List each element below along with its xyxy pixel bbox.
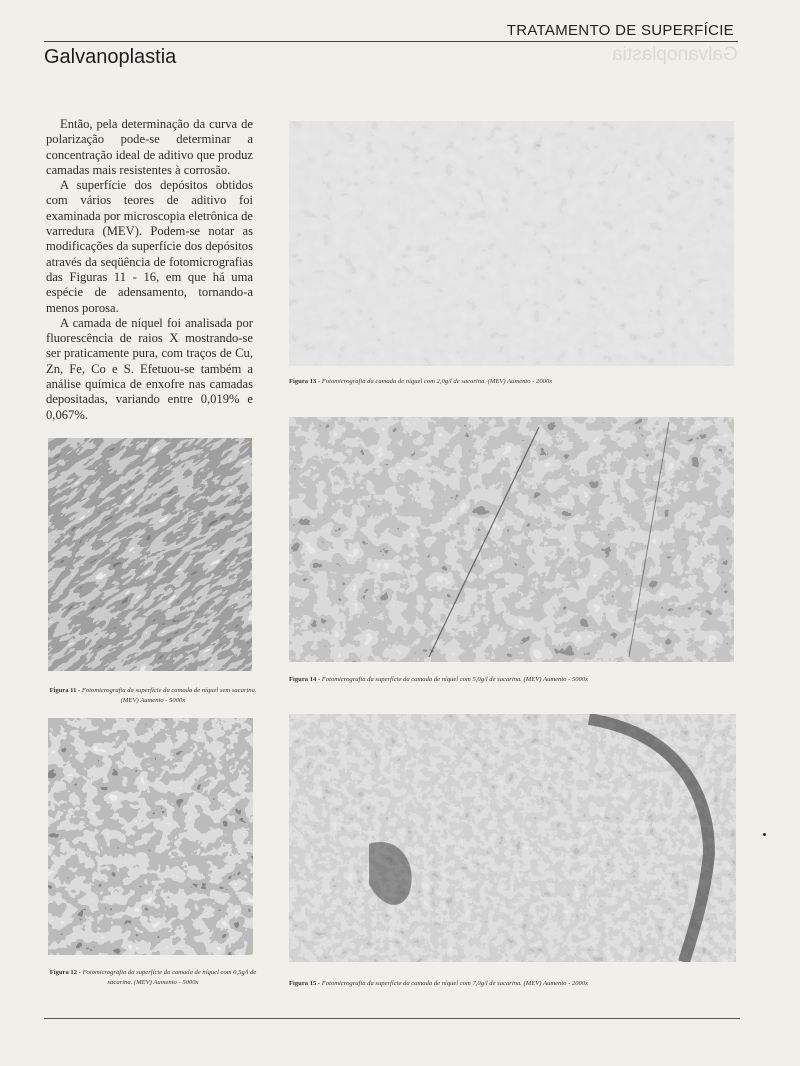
micrograph-15 (289, 714, 736, 962)
figure-15-label: Figura 15 - (289, 980, 321, 987)
figure-11-caption (48, 686, 258, 706)
figure-14-text: Fotomicrografia da superfície da camada de níquel com 5,0g/l de sacarina. (MEV) Aumento - 5000x (321, 676, 589, 683)
footer-rule (44, 1018, 740, 1019)
figure-11-label: Figura 11 - (49, 687, 81, 694)
figure-14-caption (289, 675, 734, 685)
figure-15-text: Fotomicrografia da superfície da camada de níquel com 7,0g/l de sacarina. (MEV) Aumento - 2000x (321, 980, 589, 987)
figure-12-photo (48, 718, 253, 955)
header-rule (44, 41, 738, 42)
section-title: TRATAMENTO DE SUPERFÍCIE (506, 22, 734, 39)
micrograph-11 (48, 438, 252, 671)
figure-13-photo (289, 121, 734, 366)
figure-13-caption (289, 377, 734, 387)
micrograph-14 (289, 417, 734, 662)
micrograph-13 (289, 121, 734, 366)
figure-11-text: Fotomicrografia da superfície da camada de níquel sem sacarina. (MEV) Aumento - 5000x (81, 687, 257, 704)
figure-12-caption (48, 968, 258, 988)
speck (763, 833, 766, 836)
figure-13-text: Fotomicrografia da camada de níquel com 2,0g/l de sacarina. (MEV) Aumento - 2000x (321, 378, 553, 385)
figure-13-label: Figura 13 - (289, 378, 321, 385)
micrograph-12 (48, 718, 253, 955)
show-through-title: Galvanoplastia (612, 44, 738, 65)
body-text (46, 117, 253, 423)
figure-14-label: Figura 14 - (289, 676, 321, 683)
paragraph-1: Então, pela determinação da curva de polarização pode-se determinar a concentração ideal de aditivo que produz camadas mais resistentes à corrosão. (46, 117, 253, 177)
paragraph-2: A superfície dos depósitos obtidos com vários teores de aditivo foi examinada por microscopia eletrônica de varredura (MEV). Podem-se notar as modificações da superfície dos depósitos através da seqüência de fotomicrografias das Figuras 11 - 16, em que há uma espécie de adensamento, tornando-a menos porosa. (46, 178, 254, 315)
figure-15-caption (289, 979, 734, 989)
figure-11-photo (48, 438, 252, 671)
paragraph-3: A camada de níquel foi analisada por fluorescência de raios X mostrando-se ser praticamente pura, com traços de Cu, Zn, Fe, Co e S. Efetuou-se também a análise química de enxofre nas camadas depositadas, variando entre 0,019% e 0,067%. (46, 315, 253, 422)
figure-12-label: Figura 12 - (49, 969, 81, 976)
figure-12-text: Fotomicrografia da superfície da camada de níquel com 0,5g/l de sacarina. (MEV) Aumento - 5000x (82, 969, 257, 986)
page-title: Galvanoplastia (44, 46, 177, 68)
figure-14-photo (289, 417, 734, 662)
figure-15-photo (289, 714, 736, 962)
